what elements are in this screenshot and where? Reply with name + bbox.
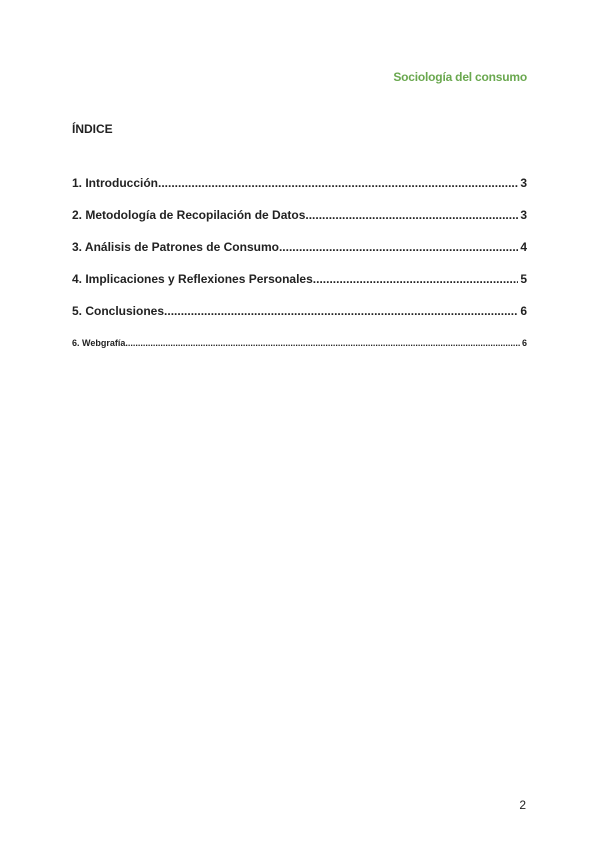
toc-leader-dots [313,272,519,286]
course-title-header: Sociología del consumo [393,70,527,84]
toc-entry-label: 3. Análisis de Patrones de Consumo [72,240,279,254]
toc-leader-dots [125,338,520,348]
toc-entry-webgrafia[interactable] [72,338,527,358]
toc-entry-page: 6 [520,304,527,318]
toc-entry-label: 5. Conclusiones [72,304,165,318]
toc-entry-page: 5 [520,272,527,286]
toc-entry-page: 6 [521,338,527,348]
toc-leader-dots [164,304,518,318]
toc-entry-label: 6. Webgrafía [72,338,126,348]
toc-entry-metodologia[interactable] [72,208,527,240]
table-of-contents [72,176,527,358]
toc-entry-implicaciones[interactable] [72,272,527,304]
toc-leader-dots [305,208,518,222]
toc-entry-label: 1. Introducción [72,176,159,190]
page-number: 2 [519,798,526,812]
toc-entry-page: 4 [520,240,527,254]
toc-entry-analisis[interactable] [72,240,527,272]
toc-entry-page: 3 [520,208,527,222]
toc-entry-label: 2. Metodología de Recopilación de Datos [72,208,306,222]
toc-leader-dots [158,176,518,190]
toc-entry-introduccion[interactable] [72,176,527,208]
index-title: ÍNDICE [72,122,113,136]
toc-entry-conclusiones[interactable] [72,304,527,336]
toc-leader-dots [279,240,518,254]
toc-entry-label: 4. Implicaciones y Reflexiones Personales [72,272,313,286]
toc-entry-page: 3 [520,176,527,190]
